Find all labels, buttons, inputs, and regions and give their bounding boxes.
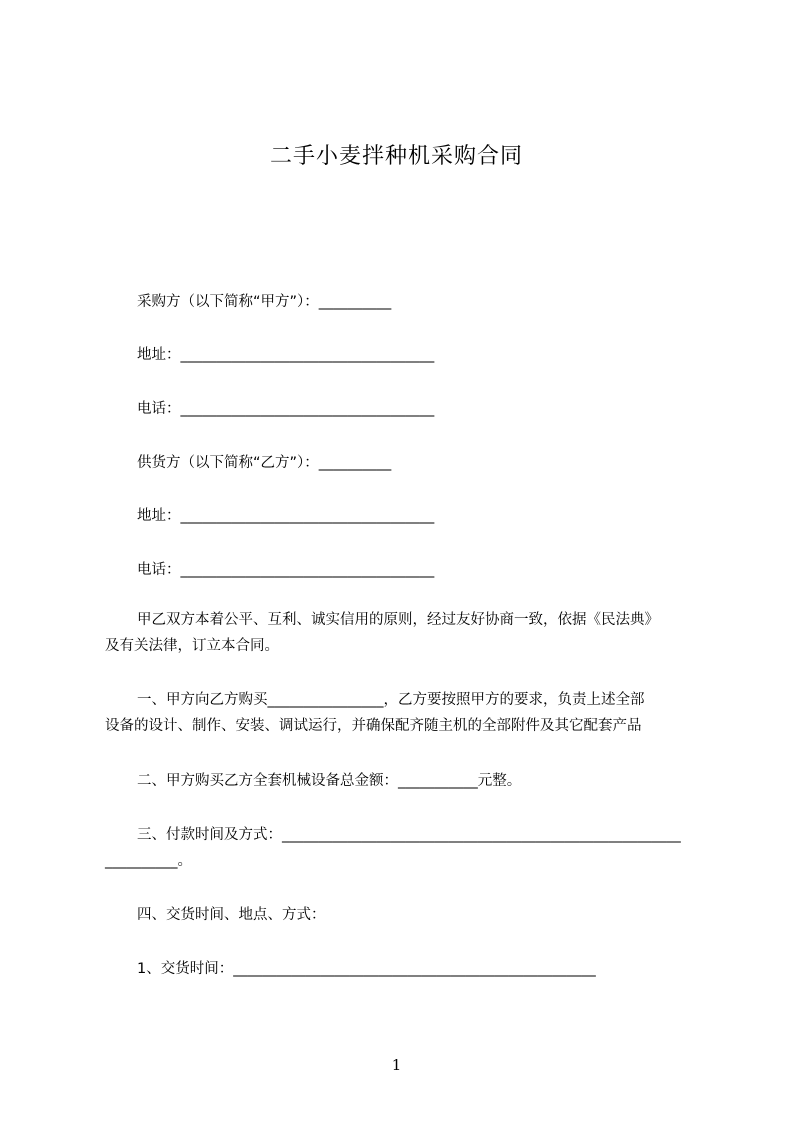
clause-1-row-2: 设备的设计、制作、安装、调试运行，并确保配齐随主机的全部附件及其它配套产品 <box>105 718 642 734</box>
buyer-address-line: 地址：___________________________________ <box>137 347 435 363</box>
clause-3-paragraph <box>105 825 725 871</box>
page-number: 1 <box>391 1056 402 1074</box>
buyer-phone-line: 电话：___________________________________ <box>137 401 435 417</box>
clause-4-item-1: 1、交货时间：__________________________________________________ <box>137 961 596 977</box>
clause-1-row-1: 一、甲方向乙方购买________________，乙方要按照甲方的要求，负责上述全部 <box>137 692 645 708</box>
supplier-line: 供货方（以下简称“乙方”）：__________ <box>137 455 392 471</box>
clause-3-row-2: __________。 <box>105 853 192 869</box>
intro-paragraph <box>105 610 725 656</box>
clause-3-row-1: 三、付款时间及方式：_______________________________________________________ <box>137 827 681 843</box>
supplier-phone-line: 电话：___________________________________ <box>137 562 435 578</box>
buyer-line: 采购方（以下简称“甲方”）：__________ <box>137 294 392 310</box>
clause-1-paragraph <box>105 690 725 736</box>
clause-2-line: 二、甲方购买乙方全套机械设备总金额：___________元整。 <box>137 773 522 789</box>
intro-row-1: 甲乙双方本着公平、互利、诚实信用的原则，经过友好协商一致，依据《民法典》 <box>137 612 659 628</box>
supplier-address-line: 地址：___________________________________ <box>137 508 435 524</box>
intro-row-2: 及有关法律，订立本合同。 <box>105 638 279 654</box>
clause-4-heading: 四、交货时间、地点、方式： <box>137 907 326 923</box>
contract-title: 二手小麦拌种机采购合同 <box>269 144 523 169</box>
